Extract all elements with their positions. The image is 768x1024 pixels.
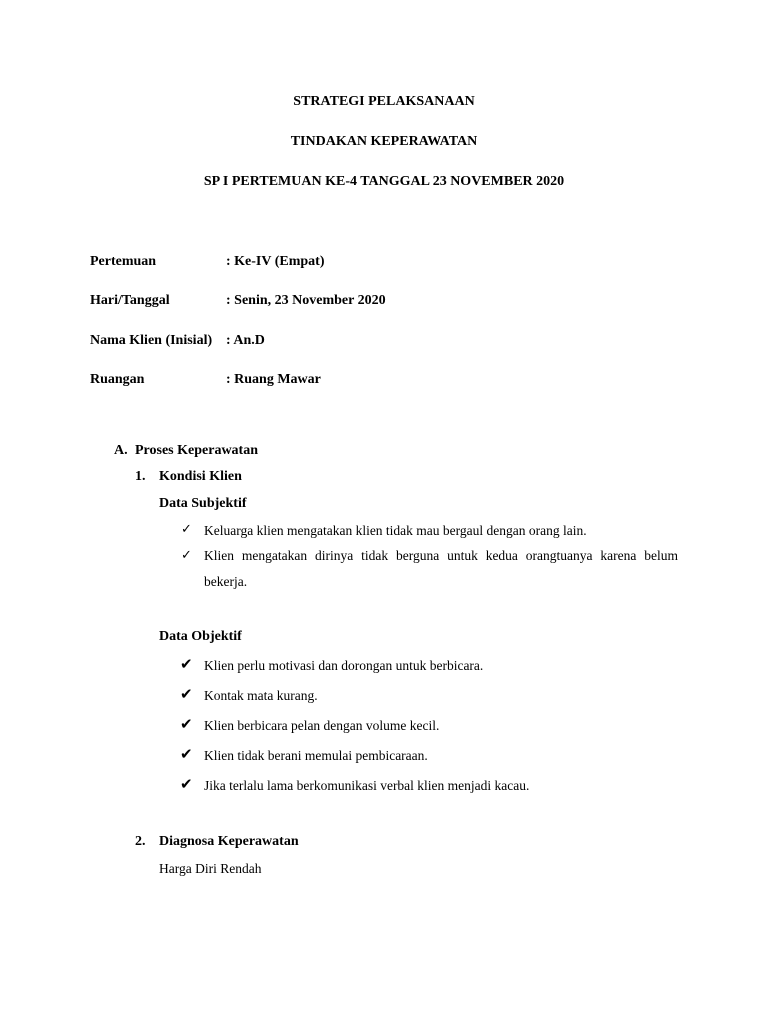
objective-heading: Data Objektif (159, 629, 242, 644)
subjective-item: Klien mengatakan dirinya tidak berguna untuk kedua orangtuanya karena belum bekerja. (204, 548, 678, 589)
document-subtitle: TINDAKAN KEPERAWATAN (290, 134, 478, 149)
field-value-ruangan: : Ruang Mawar (226, 372, 321, 387)
item-1-title: Kondisi Klien (159, 469, 242, 484)
item-1-marker: 1. (135, 469, 146, 484)
subjective-item: Keluarga klien mengatakan klien tidak mau bergaul dengan orang lain. (204, 523, 587, 538)
field-value-hari-tanggal: : Senin, 23 November 2020 (226, 293, 386, 308)
objective-item: Klien perlu motivasi dan dorongan untuk berbicara. (204, 658, 484, 673)
check-icon: ✔ (180, 745, 193, 763)
document-session-title: SP I PERTEMUAN KE-4 TANGGAL 23 NOVEMBER 2020 (203, 174, 565, 189)
field-label-ruangan: Ruangan (90, 372, 145, 387)
field-label-nama-klien: Nama Klien (Inisial) (90, 333, 213, 348)
objective-item: Jika terlalu lama berkomunikasi verbal klien menjadi kacau. (204, 778, 530, 793)
section-a-title: Proses Keperawatan (135, 443, 258, 458)
check-icon: ✔ (180, 655, 193, 673)
check-icon: ✔ (180, 685, 193, 703)
check-icon: ✓ (181, 522, 192, 537)
document-title: STRATEGI PELAKSANAAN (293, 94, 475, 109)
item-2-marker: 2. (135, 834, 146, 849)
objective-item: Klien berbicara pelan dengan volume kecil. (204, 718, 440, 733)
objective-item: Kontak mata kurang. (204, 688, 318, 703)
field-label-pertemuan: Pertemuan (90, 254, 157, 269)
subjective-heading: Data Subjektif (159, 496, 247, 511)
check-icon: ✓ (181, 548, 192, 563)
field-label-hari-tanggal: Hari/Tanggal (90, 293, 170, 308)
check-icon: ✔ (180, 715, 193, 733)
check-icon: ✔ (180, 775, 193, 793)
diagnosis-text: Harga Diri Rendah (159, 861, 262, 876)
field-value-pertemuan: : Ke-IV (Empat) (226, 254, 325, 269)
item-2-title: Diagnosa Keperawatan (159, 834, 299, 849)
field-value-nama-klien: : An.D (226, 333, 265, 348)
objective-item: Klien tidak berani memulai pembicaraan. (204, 748, 428, 763)
section-a-marker: A. (114, 443, 128, 458)
